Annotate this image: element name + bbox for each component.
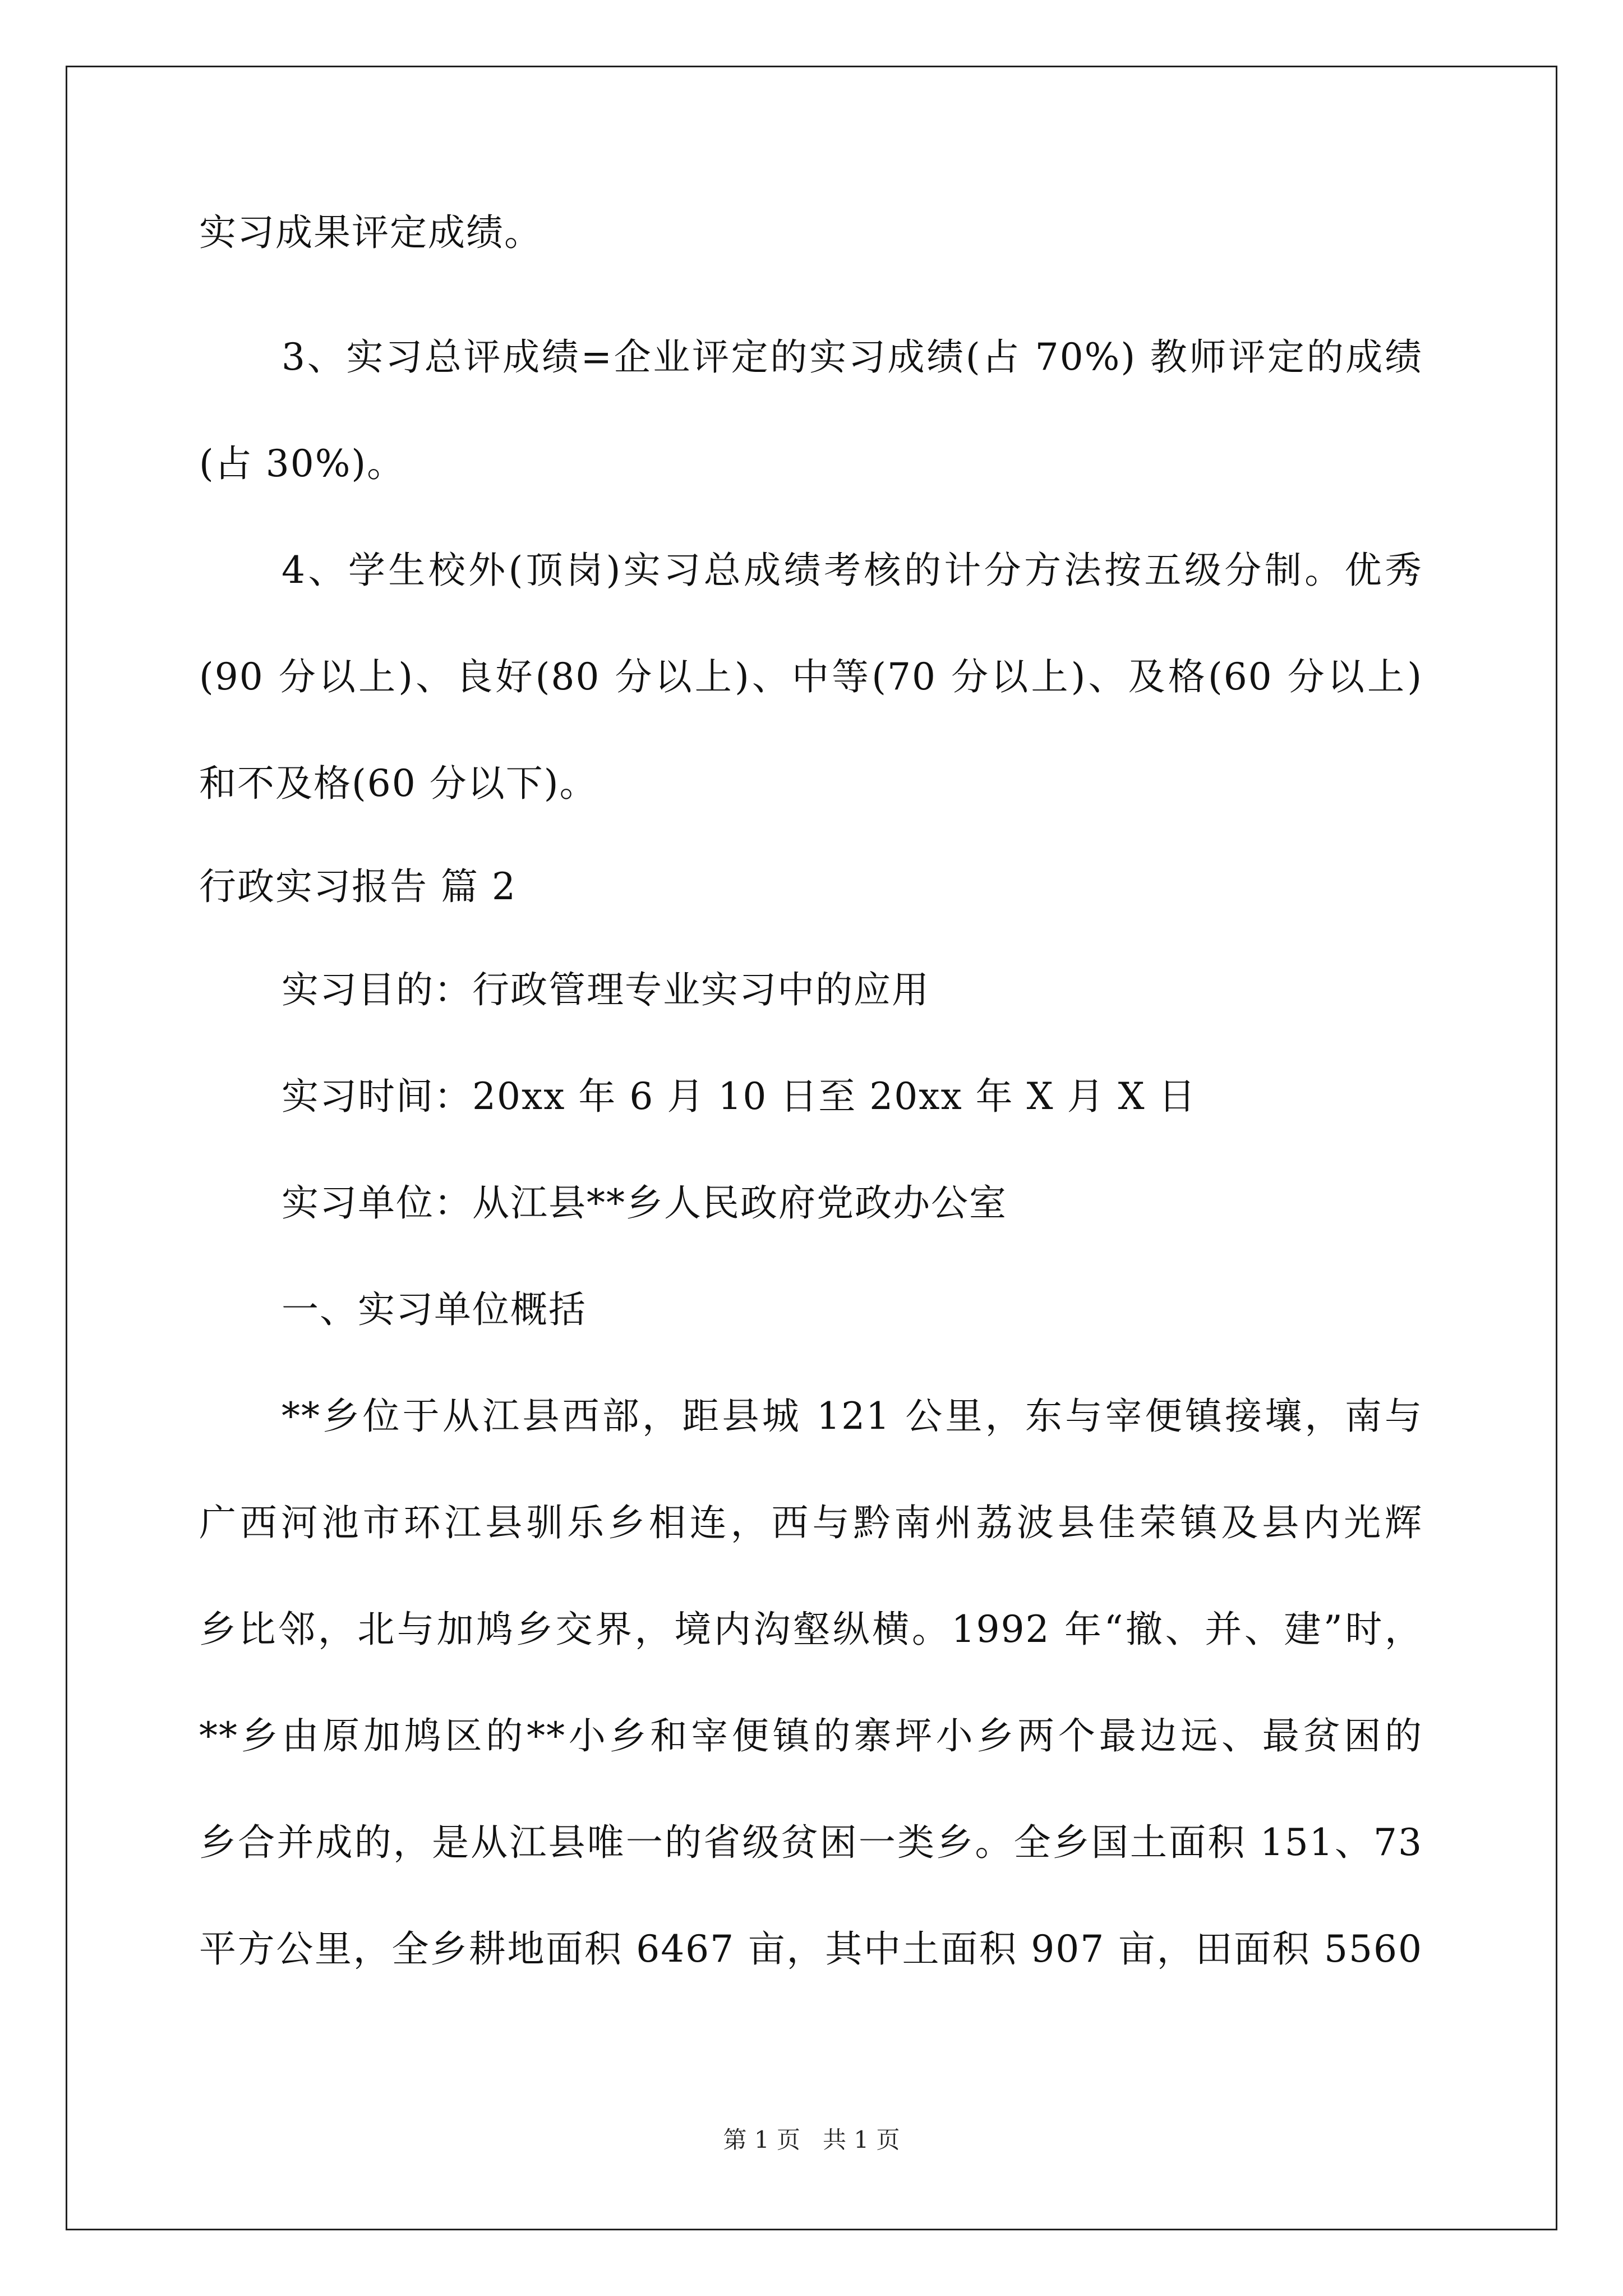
text-line: **乡由原加鸠区的**小乡和宰便镇的寨坪小乡两个最边远、最贫困的 bbox=[199, 1714, 1423, 1757]
section-heading: 行政实习报告 篇 2 bbox=[199, 865, 517, 908]
text-line: 实习成果评定成绩。 bbox=[199, 211, 542, 254]
text-line: 乡比邻，北与加鸠乡交界，境内沟壑纵横。1992 年“撤、并、建”时， bbox=[199, 1608, 1423, 1651]
text-line: 4、学生校外(顶岗)实习总成绩考核的计分方法按五级分制。优秀 bbox=[282, 549, 1423, 592]
page-border bbox=[66, 66, 1557, 2230]
text-line: 3、实习总评成绩=企业评定的实习成绩(占 70%) 教师评定的成绩 bbox=[282, 335, 1423, 379]
text-line: (占 30%)。 bbox=[199, 442, 405, 485]
text-line: 乡合并成的，是从江县唯一的省级贫困一类乡。全乡国土面积 151、73 bbox=[199, 1821, 1423, 1864]
text-line: 实习单位：从江县**乡人民政府党政办公室 bbox=[282, 1181, 1007, 1225]
text-line: 广西河池市环江县驯乐乡相连，西与黔南州荔波县佳荣镇及县内光辉 bbox=[199, 1501, 1423, 1544]
subsection-heading: 一、实习单位概括 bbox=[282, 1288, 587, 1331]
text-line: 实习时间：20xx 年 6 月 10 日至 20xx 年 X 月 X 日 bbox=[282, 1075, 1197, 1118]
text-line: 平方公里，全乡耕地面积 6467 亩，其中土面积 907 亩，田面积 5560 bbox=[199, 1927, 1423, 1971]
text-line: (90 分以上)、良好(80 分以上)、中等(70 分以上)、及格(60 分以上) bbox=[199, 655, 1423, 698]
text-line: 和不及格(60 分以下)。 bbox=[199, 762, 598, 805]
page-footer: 第 1 页 共 1 页 bbox=[723, 2126, 900, 2154]
text-line: **乡位于从江县西部，距县城 121 公里，东与宰便镇接壤，南与 bbox=[282, 1395, 1423, 1438]
text-line: 实习目的：行政管理专业实习中的应用 bbox=[282, 968, 930, 1011]
